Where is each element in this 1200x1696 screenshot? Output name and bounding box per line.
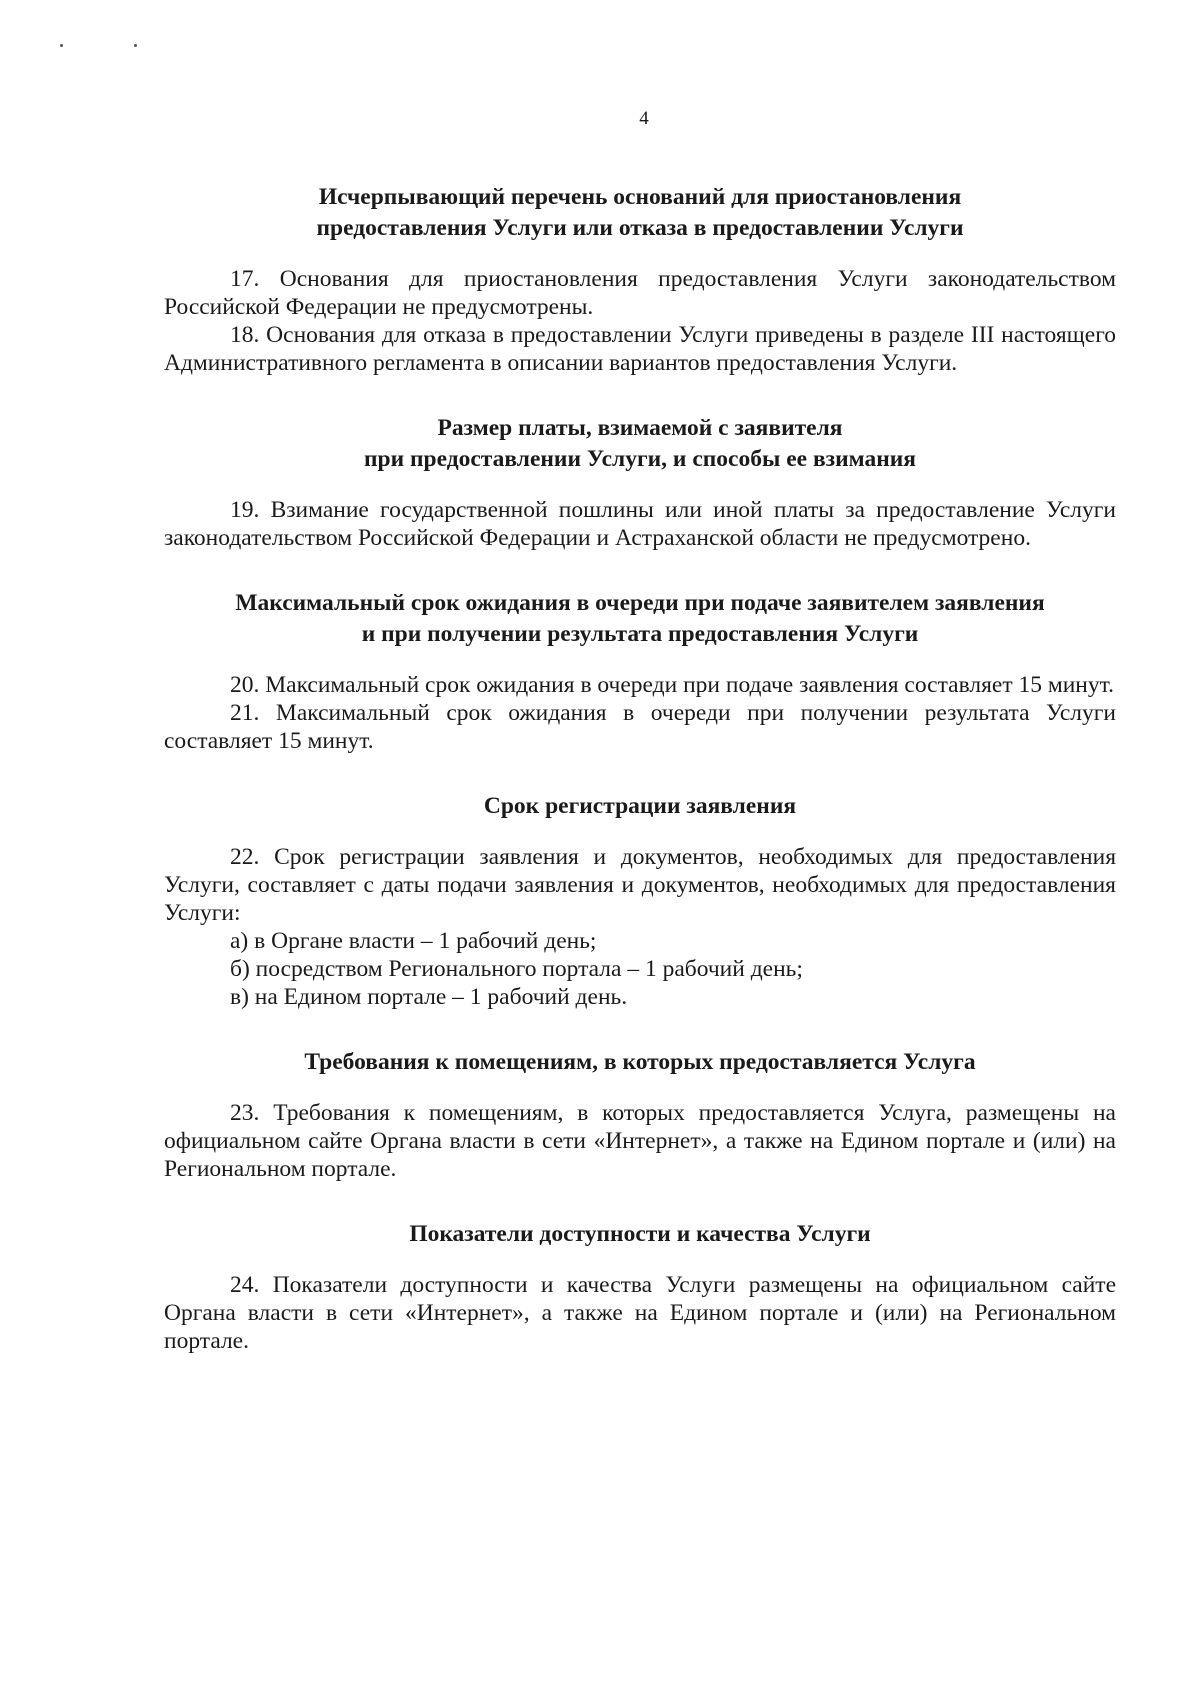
list-item: в) на Едином портале – 1 рабочий день.	[230, 984, 628, 1010]
paragraph-17: 17. Основания для приостановления предоставления Услуги законодательством Российской Федерации не предусмотрены.	[164, 266, 1116, 320]
section-heading: Максимальный срок ожидания в очереди при подаче заявителем заявления и при получении результата предоставления Услуги	[235, 590, 1045, 647]
section-heading: Исчерпывающий перечень оснований для приостановления предоставления Услуги или отказа в предоставлении Услуги	[316, 184, 964, 241]
section-fee	[164, 413, 1116, 552]
section-heading: Требования к помещениям, в которых предоставляется Услуга	[304, 1049, 976, 1075]
paragraph-19: 19. Взимание государственной пошлины или иной платы за предоставление Услуги законодательством Российской Федерации и Астраханской области не предусмотрено.	[164, 497, 1116, 551]
section-premises-requirements	[164, 1047, 1116, 1183]
list-item: а) в Органе власти – 1 рабочий день;	[230, 928, 597, 954]
section-queue-time	[164, 588, 1116, 755]
paragraph-22: 22. Срок регистрации заявления и документов, необходимых для предоставления Услуги, составляет с даты подачи заявления и документов, необходимых для предоставления Услуги:	[164, 844, 1116, 926]
section-quality-indicators	[164, 1219, 1116, 1355]
list-item: б) посредством Регионального портала – 1 рабочий день;	[230, 956, 803, 982]
paragraph-18: 18. Основания для отказа в предоставлении Услуги приведены в разделе III настоящего Административного регламента в описании вариантов предоставления Услуги.	[164, 322, 1116, 376]
page-number: 4	[639, 108, 649, 129]
scan-speck	[134, 44, 137, 47]
paragraph-20: 20. Максимальный срок ожидания в очереди при подаче заявления составляет 15 минут.	[230, 672, 1114, 698]
paragraph-24: 24. Показатели доступности и качества Услуги размещены на официальном сайте Органа власти в сети «Интернет», а также на Едином портале и (или) на Региональном портале.	[164, 1272, 1116, 1354]
paragraph-21: 21. Максимальный срок ожидания в очереди при получении результата Услуги составляет 15 минут.	[164, 700, 1116, 754]
paragraph-23: 23. Требования к помещениям, в которых предоставляется Услуга, размещены на официальном сайте Органа власти в сети «Интернет», а также на Едином портале и (или) на Региональном портале.	[164, 1100, 1116, 1182]
section-registration-time	[164, 791, 1116, 1011]
document-body	[164, 182, 1116, 1355]
scan-speck	[60, 44, 63, 47]
section-heading: Размер платы, взимаемой с заявителя при предоставлении Услуги, и способы ее взимания	[363, 415, 917, 472]
section-heading: Показатели доступности и качества Услуги	[409, 1221, 871, 1247]
section-suspension-grounds	[164, 182, 1116, 377]
section-heading: Срок регистрации заявления	[483, 793, 797, 819]
